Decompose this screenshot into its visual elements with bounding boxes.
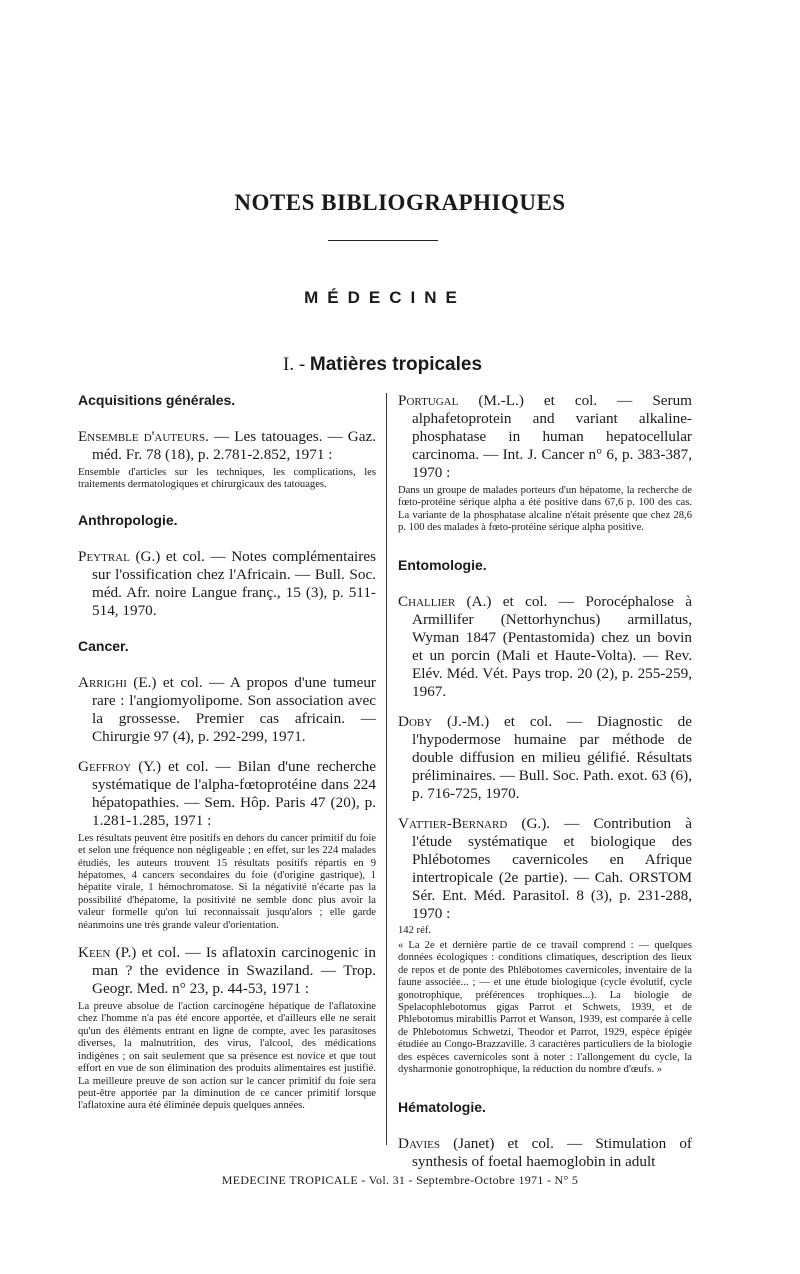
citation: (P.) et col. — Is aflatoxin carcinogenic in man ? the evidence in Swaziland. — Trop. Geogr. Med. n° 23, p. 44-53, 1971 : [92, 944, 376, 998]
subject-heading: MÉDECINE [304, 288, 466, 307]
left-column [78, 392, 376, 1125]
citation: (J.-M.) et col. — Diagnostic de l'hypodermose humaine par méthode de double diffusion en milieu gélifié. Résultats préliminaires. — Bull. Soc. Path. exot. 63 (6), p. 716-725, 1970. [412, 712, 692, 802]
heading-entomologie: Entomologie. [398, 556, 487, 573]
reference [398, 713, 692, 803]
reference [398, 593, 692, 701]
author: Peytral [78, 547, 130, 565]
author: Challier [398, 592, 456, 610]
abstract: « La 2e et dernière partie de ce travail comprend : — quelques données écologiques : conditions climatiques, description des lieux de repos et de ponte des Phlébotomes cavernicoles, inventaire de la faune associée... ; — et une étude biologique (cycle évolutif, cycle gonotrophique, préférences trophiques...). La biologie de Spelacophlebotomus gigas Parrot et Schwets, 1939, et de Phlebotomus mirabillis Parrot et Wanson, 1939, est comparée à celle de Phlebotomus Schwetzi, Theodor et Parrot, 1929, espèce épigée étudiée au Congo-Brazzaville. 3 caractères particuliers de la biologie des espèces cavernicoles sont à noter : l'allongement du cycle, la dysharmonie gonotrophique, la réduction du nombre d'œufs. » [398, 940, 692, 1076]
citation: (G.) et col. — Notes complémentaires sur l'ossification chez l'Africain. — Bull. Soc. méd. Afr. noire Langue franç., 15 (3), p. 511-514, 1970. [92, 547, 376, 619]
right-column [398, 392, 692, 1183]
entry-doby [398, 713, 692, 803]
heading-anthropologie: Anthropologie. [78, 511, 178, 528]
reference-count: 142 réf. [398, 924, 431, 936]
author: Doby [398, 712, 433, 730]
abstract: Les résultats peuvent être positifs en dehors du cancer primitif du foie et selon une fréquence non négligeable ; en effet, sur les 224 malades étudiés, les auteurs trouvent 15 résultats positifs répartis en 9 hépatomes, 4 cancers secondaires du foie (d'origine gastrique), 1 hépatite virale, 1 hémochromatose. Si la négativité n'écarte pas la possibilité d'hépatome, la positivité ne semble donc plus avoir la valeur formelle qu'on lui reconnaissait jusqu'alors ; elle garde néanmoins une très grande valeur d'orientation. [78, 832, 376, 931]
column-divider [386, 393, 387, 1145]
abstract: Ensemble d'articles sur les techniques, les complications, les traitements dermatologiques et chirurgicaux des tatouages. [78, 467, 376, 491]
section-number: I. - [283, 354, 306, 375]
author: Vattier-Bernard [398, 814, 508, 832]
citation: — Les tatouages. — Gaz. méd. Fr. 78 (18), p. 2.781-2.852, 1971 : [92, 428, 376, 463]
abstract: La preuve absolue de l'action carcinogène hépatique de l'aflatoxine chez l'homme n'a pas été encore apportée, et d'ailleurs elle ne serait qu'un des éléments entrant en ligne de compte, avec les parasitoses diverses, la malnutrition, des virus, l'alcool, des médications indigènes ; on sait seulement que sa présence est novice et que tout effort en vue de son élimination des produits alimentaires est justifié. La meilleure preuve de son action sur le cancer primitif du foie sera peut-être apportée par la diminution de ce cancer primitif lorsque l'aflatoxine aura été éliminée depuis quelques années. [78, 1001, 376, 1112]
citation: (G.). — Contribution à l'étude systématique et biologique des Phlébotomes cavernicoles en Afrique intertropicale (2e partie). — Cah. ORSTOM Sér. Ent. Méd. Parasitol. 8 (3), p. 231-288, 1970 : [412, 814, 692, 922]
reference [78, 944, 376, 998]
citation: (A.) et col. — Porocéphalose à Armillifer (Nettorhynchus) armillatus, Wyman 1847 (Pentastomida) chez un bovin et un porcin (Mali et Haute-Volta). — Rev. Elév. Méd. Vét. Pays trop. 20 (2), p. 255-259, 1967. [412, 592, 692, 700]
entry-ensemble [78, 428, 376, 492]
citation: (Y.) et col. — Bilan d'une recherche systématique de l'alpha-fœtoprotéine dans 224 hépatopathies. — Sem. Hôp. Paris 47 (20), p. 1.281-1.285, 1971 : [92, 757, 376, 829]
reference [78, 758, 376, 830]
entry-arrighi [78, 674, 376, 746]
reference [78, 548, 376, 620]
author: Portugal [398, 392, 459, 409]
section-label: Matières tropicales [309, 354, 483, 375]
citation: (Janet) et col. — Stimulation of synthesis of foetal haemoglobin in adult [412, 1134, 692, 1170]
author: Keen [78, 944, 111, 962]
author: Davies [398, 1134, 440, 1152]
entry-peytral [78, 548, 376, 620]
author: Arrighi [78, 673, 127, 691]
reference [398, 815, 692, 923]
reference [78, 674, 376, 746]
heading-cancer: Cancer. [78, 637, 129, 654]
heading-acquisitions: Acquisitions générales. [78, 392, 236, 408]
citation: (E.) et col. — A propos d'une tumeur rare : l'angiomyolipome. Son association avec la grossesse. Premier cas africain. — Chirurgie 97 (4), p. 292-299, 1971. [92, 673, 376, 745]
abstract: Dans un groupe de malades porteurs d'un hépatome, la recherche de fœto-protéine sérique alpha a été positive dans 67,6 p. 100 des cas. La variante de la phosphatase alcaline n'était présente que chez 28,6 p. 100 des malades à fœto-protéine sérique alpha positive. [398, 485, 692, 534]
section-heading [283, 354, 482, 376]
entry-vattier-bernard [398, 815, 692, 1077]
entry-challier [398, 593, 692, 701]
author: Ensemble d'auteurs. [78, 428, 209, 445]
page-footer: MEDECINE TROPICALE - Vol. 31 - Septembre-Octobre 1971 - N° 5 [221, 1173, 579, 1187]
citation: (M.-L.) et col. — Serum alphafetoprotein and variant alkaline-phosphatase in human hepatocellular carcinoma. — Int. J. Cancer n° 6, p. 383-387, 1970 : [412, 392, 692, 481]
heading-hematologie: Hématologie. [398, 1098, 486, 1115]
reference [398, 1135, 692, 1171]
reference [78, 428, 376, 464]
reference [398, 392, 692, 482]
entry-keen [78, 944, 376, 1113]
entry-geffroy [78, 758, 376, 932]
author: Geffroy [78, 757, 132, 775]
title-rule [328, 240, 438, 241]
entry-portugal [398, 392, 692, 535]
entry-davies [398, 1135, 692, 1171]
page-title: NOTES BIBLIOGRAPHIQUES [234, 190, 566, 215]
